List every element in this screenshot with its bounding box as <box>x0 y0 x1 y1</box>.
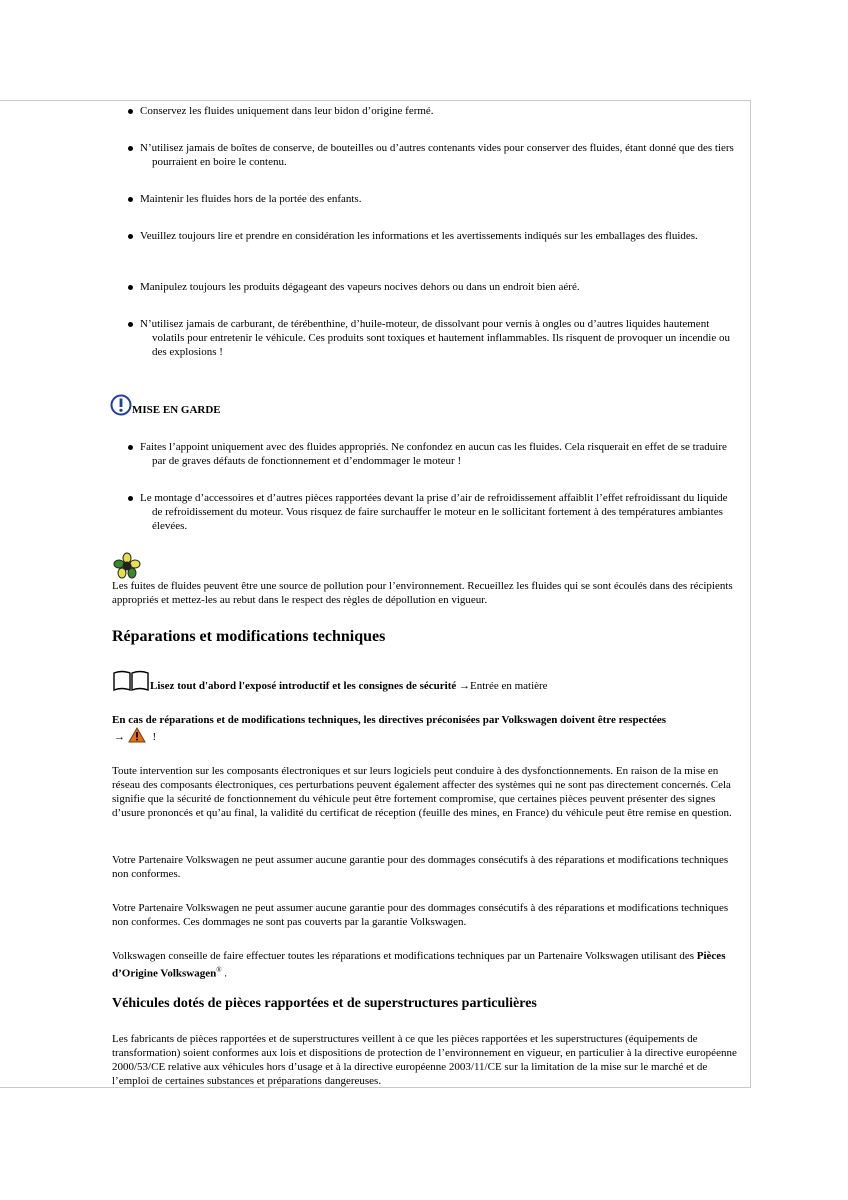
list-item: Manipulez toujours les produits dégageant des vapeurs nocives dehors ou dans un endroit bien aéré. <box>140 280 735 294</box>
intro-arrow[interactable]: → <box>114 731 125 743</box>
subsection-paragraph: Les fabricants de pièces rapportées et de superstructures veillent à ce que les pièces rapportées et les superstructures (équipements de transformation) soient conformes aux lois et dispositions de protection de l’environnement en vigueur, en particulier à la directive européenne 2000/53/CE relative aux véhicules hors d’usage et à la directive européenne 2003/11/CE sur la limitation de la mise sur le marché et de l’emploi de certaines substances et préparations dangereuses. <box>112 1033 737 1087</box>
intro-paragraph <box>112 713 740 744</box>
open-book-icon <box>112 670 150 692</box>
warning-title: MISE EN GARDE <box>132 404 221 416</box>
list-item: Conservez les fluides uniquement dans leur bidon d’origine fermé. <box>140 104 735 118</box>
advice-paragraph <box>112 949 740 981</box>
subsection-title: Véhicules dotés de pièces rapportées et de superstructures particulières <box>112 996 537 1011</box>
original-parts-text: Pièces d’Origine Volkswagen <box>112 950 726 980</box>
advice-text: Volkswagen conseille de faire effectuer toutes les réparations et modifications techniques par un Partenaire Volkswagen utilisant des <box>112 950 695 962</box>
list-item: N’utilisez jamais de boîtes de conserve, de bouteilles ou d’autres contenants vides pour conserver des fluides, étant donné que des tiers pourraient en boire le contenu. <box>140 141 735 169</box>
section-title: Réparations et modifications techniques <box>112 628 386 645</box>
list-item: Le montage d’accessoires et d’autres pièces rapportées devant la prise d’air de refroidissement affaiblit l’effet refroidissant du liquide de refroidissement du moteur. Vous risquez de faire surchauffer le moteur en le sollicitant fortement à des températures ambiantes élevées. <box>140 491 735 533</box>
electronics-paragraph: Toute intervention sur les composants électroniques et sur leurs logiciels peut conduire à des dysfonctionnements. En raison de la mise en réseau des composants électroniques, ces perturbations peuvent également affecter des systèmes qui ne sont pas directement concernés. Cela signifie que la sécurité de fonctionnement du véhicule peut être fortement compromise, que certaines pièces peuvent présenter des signes d’usure prononcés et qu’au final, la validité du certificat de réception (feuille des mines, en France) du véhicule peut être remise en question. <box>112 765 732 819</box>
registered-mark: ® <box>216 966 222 974</box>
advice-end: . <box>224 967 228 980</box>
intro-text: En cas de réparations et de modifications techniques, les directives préconisées par Volkswagen doivent être respectées <box>112 714 667 726</box>
intro-exclamation: ! <box>152 731 157 743</box>
exclamation-circle-icon <box>110 394 132 416</box>
environment-note: Les fuites de fluides peuvent être une source de pollution pour l’environnement. Recueillez les fluides qui se sont écoulés dans des récipients appropriés et mettez-les au rebut dans le respect des règles de dépollution en vigueur. <box>112 580 733 606</box>
flower-icon <box>113 552 141 580</box>
list-item: N’utilisez jamais de carburant, de térébenthine, d’huile-moteur, de dissolvant pour vernis à ongles ou d’autres liquides hautement volatils pour entretenir le véhicule. Ces produits sont toxiques et hautement inflammables. Ils risquent de provoquer un incendie ou des explosions ! <box>140 317 735 359</box>
list-item: Faites l’appoint uniquement avec des fluides appropriés. Ne confondez en aucun cas les fluides. Cela risquerait en effet de se traduire par de graves défauts de fonctionnement et d’endommager le moteur ! <box>140 440 735 468</box>
warning-triangle-icon[interactable] <box>128 727 146 743</box>
list-item: Maintenir les fluides hors de la portée des enfants. <box>140 192 735 206</box>
warranty-paragraph-2: Votre Partenaire Volkswagen ne peut assumer aucune garantie pour des dommages consécutifs à des réparations et modifications techniques non conformes. Ces dommages ne sont pas couverts par la garantie Volkswagen. <box>112 902 729 928</box>
read-first-line <box>150 679 740 693</box>
read-first-text: Lisez tout d'abord l'exposé introductif et les consignes de sécurité <box>150 680 457 692</box>
list-item: Veuillez toujours lire et prendre en considération les informations et les avertissements indiqués sur les emballages des fluides. <box>140 229 735 243</box>
intro-link[interactable]: →Entrée en matière <box>459 680 548 692</box>
warranty-paragraph: Votre Partenaire Volkswagen ne peut assumer aucune garantie pour des dommages consécutifs à des réparations et modifications techniques non conformes. <box>112 854 729 880</box>
